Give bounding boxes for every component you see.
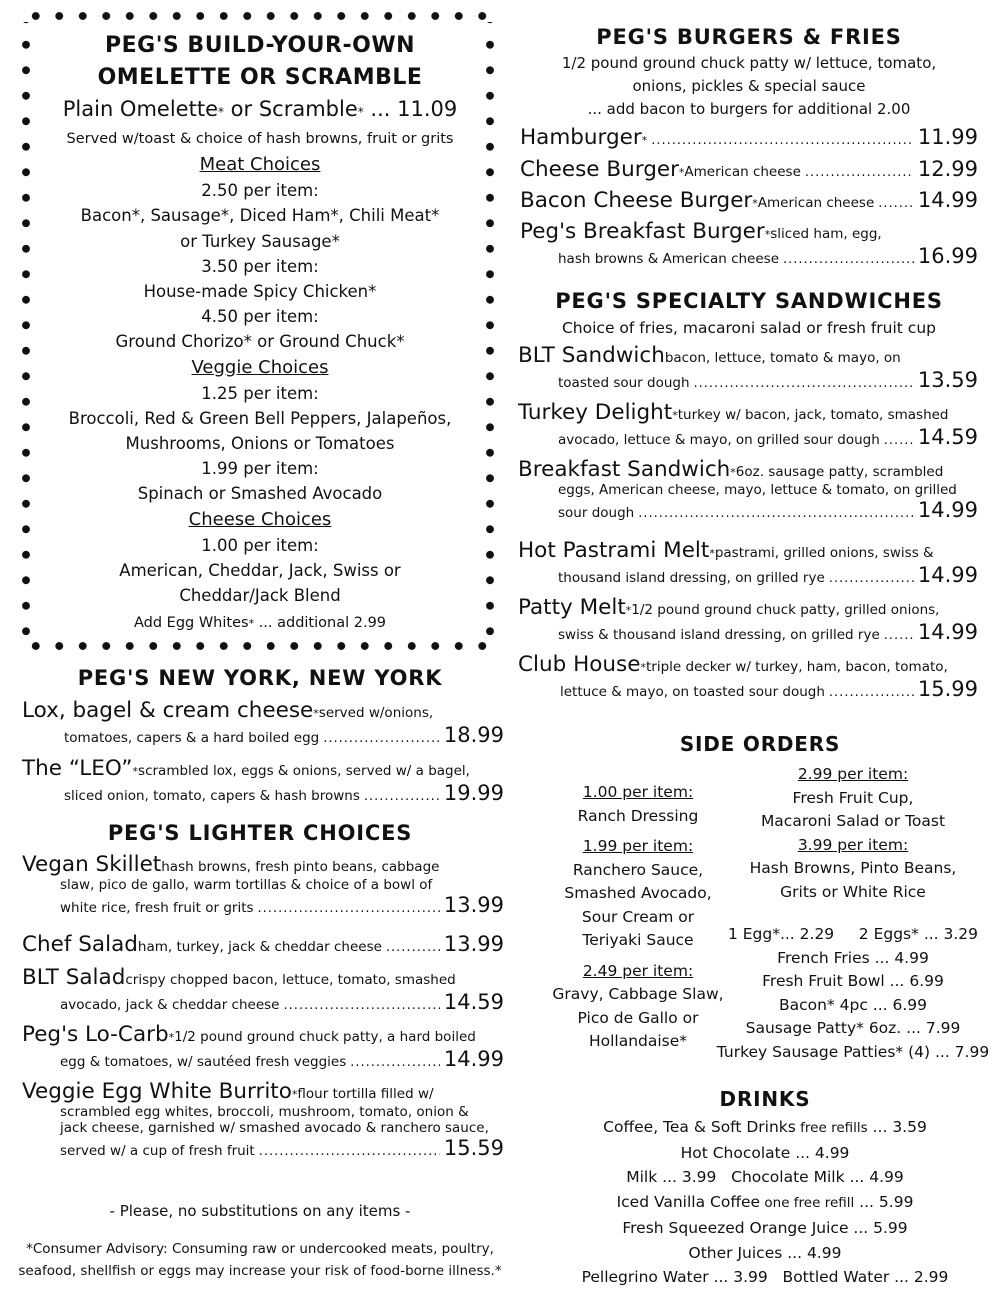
drinks-title: DRINKS (719, 1087, 811, 1111)
item-desc: scrambled egg whites, broccoli, mushroom, tomato, onion & (60, 1104, 469, 1120)
item-name: Veggie Egg White Burrito (22, 1079, 292, 1104)
burgers-subtitle-1: 1/2 pound ground chuck patty w/ lettuce, tomato, (561, 54, 937, 72)
side-price-heading: 2.99 per item: (797, 765, 909, 783)
item-name: BLT Salad (22, 965, 126, 990)
side-item: Sausage Patty* 6oz. ... 7.99 (745, 1019, 961, 1037)
egg-whites-text: Add Egg Whites (133, 615, 249, 632)
item-desc: eggs, American cheese, mayo, lettuce & tomato, on grilled (558, 482, 957, 498)
item-desc: bacon, lettuce, tomato & mayo, on (664, 350, 901, 366)
menu-item-chef-salad (22, 932, 504, 957)
egg-whites-price: ... additional 2.99 (254, 615, 387, 632)
meat-list-2: or Turkey Sausage* (180, 231, 340, 251)
item-desc: hash browns & American cheese (558, 251, 779, 267)
item-desc: scrambled lox, eggs & onions, served w/ a bagel, (138, 763, 470, 779)
meat-choices-heading: Meat Choices (199, 154, 321, 176)
meat-list-4: Ground Chorizo* or Ground Chuck* (115, 332, 405, 352)
item-desc: toasted sour dough (558, 375, 690, 391)
consumer-advisory-line2: seafood, shellfish or eggs may increase your risk of food-borne illness.* (18, 1263, 502, 1279)
meat-price-1: 2.50 per item: (201, 181, 319, 201)
cheese-list-2: Cheddar/Jack Blend (179, 586, 341, 606)
item-name: Peg's Breakfast Burger (520, 219, 765, 244)
side-item: Macaroni Salad or Toast (760, 812, 946, 830)
meat-list-1: Bacon*, Sausage*, Diced Ham*, Chili Meat* (80, 206, 440, 226)
item-desc: 6oz. sausage patty, scrambled (735, 464, 944, 480)
item-price: 18.99 (443, 723, 504, 747)
no-substitutions-notice: - Please, no substitutions on any items - (109, 1202, 411, 1220)
item-name: Lox, bagel & cream cheese (22, 698, 314, 723)
cheese-price-1: 1.00 per item: (201, 535, 319, 555)
menu-item-leo: The “LEO” * scrambled lox, eggs & onions, served w/ a bagel, sliced onion, tomato, capers & hash browns ..... 19.99 (22, 756, 504, 805)
item-price: 14.99 (917, 563, 978, 587)
item-desc: ham, turkey, jack & cheddar cheese (137, 939, 382, 955)
item-desc: sour dough (558, 505, 635, 521)
drink-item-hot-chocolate: Hot Chocolate ... 4.99 (680, 1143, 850, 1162)
item-desc: swiss & thousand island dressing, on grilled rye (558, 627, 880, 643)
item-desc: turkey w/ bacon, jack, tomato, smashed (677, 407, 949, 423)
veggie-price-2: 1.99 per item: (201, 459, 319, 479)
item-name: Vegan Skillet (22, 852, 162, 877)
sandwiches-section-title: PEG'S SPECIALTY SANDWICHES (555, 289, 943, 313)
menu-item-hot-pastrami-melt: Hot Pastrami Melt * pastrami, grilled onions, swiss & thousand island dressing, on grilled rye ..... 14.99 (518, 538, 978, 587)
item-price: 14.99 (917, 188, 978, 212)
item-desc: 1/2 pound ground chuck patty, a hard boiled (174, 1029, 476, 1045)
egg-whites-line: Add Egg Whites* ... additional 2.99 (133, 615, 387, 632)
menu-item-hamburger: Hamburger * ..... 11.99 (520, 125, 978, 150)
side-item: Turkey Sausage Patties* (4) ... 7.99 (716, 1042, 990, 1061)
scramble-text: or Scramble (223, 97, 358, 121)
side-item: Sour Cream or (581, 907, 695, 926)
burgers-subtitle-2: onions, pickles & special sauce (632, 77, 866, 95)
drink-item-milk: Milk ... 3.99 Chocolate Milk ... 4.99 (626, 1168, 904, 1187)
side-item: Hollandaise* (588, 1032, 688, 1050)
veggie-list-3: Spinach or Smashed Avocado (137, 484, 383, 504)
dotted-border-bottom (20, 640, 498, 652)
drinks-list (540, 1115, 990, 1290)
item-price: 14.59 (443, 990, 504, 1014)
item-desc: crispy chopped bacon, lettuce, tomato, smashed (125, 972, 456, 988)
item-desc: served w/onions, (318, 705, 434, 721)
item-price: 13.99 (443, 932, 504, 956)
side-item: Ranch Dressing (577, 806, 699, 825)
item-desc: sliced ham, egg, (770, 226, 882, 242)
side-item: Bacon* 4pc ... 6.99 (778, 995, 927, 1014)
meat-price-2: 3.50 per item: (201, 256, 319, 276)
plain-omelette-price: ... 11.09 (363, 97, 458, 121)
side-item: Teriyaki Sauce (582, 931, 694, 949)
item-desc: lettuce & mayo, on toasted sour dough (560, 684, 825, 700)
item-price: 16.99 (917, 244, 978, 268)
sandwiches-subtitle: Choice of fries, macaroni salad or fresh fruit cup (561, 319, 936, 337)
item-price: 14.99 (917, 498, 978, 522)
side-item: Grits or White Rice (780, 882, 926, 901)
plain-omelette-text: Plain Omelette (62, 97, 218, 121)
omelette-served-with: Served w/toast & choice of hash browns, fruit or grits (66, 131, 454, 147)
item-price: 13.99 (443, 893, 504, 917)
consumer-advisory-line1: *Consumer Advisory: Consuming raw or undercooked meats, poultry, (26, 1241, 494, 1257)
side-item: Fresh Fruit Bowl ... 6.99 (762, 972, 944, 990)
item-price: 13.59 (917, 368, 978, 392)
side-item: Smashed Avocado, (564, 884, 712, 902)
item-name: BLT Sandwich (518, 343, 665, 368)
item-desc: avocado, lettuce & mayo, on grilled sour dough (558, 432, 880, 448)
dotted-border-left (20, 22, 32, 640)
item-desc: white rice, fresh fruit or grits (60, 900, 254, 916)
item-desc: flour tortilla filled w/ (297, 1086, 434, 1102)
drink-item-water: Pellegrino Water ... 3.99 Bottled Water ... 2.99 (581, 1268, 949, 1287)
omelette-title-line1: PEG'S BUILD-YOUR-OWN (104, 33, 416, 58)
cheese-list-1: American, Cheddar, Jack, Swiss or (119, 560, 401, 580)
item-price: 15.99 (917, 677, 978, 701)
omelette-content (36, 30, 484, 636)
menu-item-breakfast-sandwich: Breakfast Sandwich * 6oz. sausage patty, scrambled eggs, American cheese, mayo, lettuce & tomato, on grilled sour dough ..... 14.99 (518, 457, 978, 522)
omelette-title-line2: OMELETTE OR SCRAMBLE (97, 65, 423, 90)
item-desc: American cheese (757, 195, 875, 211)
dotted-border-right (484, 22, 496, 640)
meat-list-3: House-made Spicy Chicken* (143, 282, 377, 302)
veggie-choices-heading: Veggie Choices (191, 356, 329, 378)
item-desc: slaw, pico de gallo, warm tortillas & choice of a bowl of (60, 877, 433, 893)
plain-omelette-line: Plain Omelette* or Scramble* ... 11.09 (62, 97, 458, 121)
item-price: 11.99 (917, 125, 978, 149)
item-name: Cheese Burger (520, 157, 679, 182)
side-item-eggs: 1 Egg*... 2.29 2 Eggs* ... 3.29 (727, 925, 979, 943)
lighter-section-title: PEG'S LIGHTER CHOICES (107, 821, 413, 845)
menu-item-breakfast-burger: Peg's Breakfast Burger * sliced ham, egg, hash browns & American cheese ..... 16.99 (520, 219, 978, 268)
menu-item-lo-carb: Peg's Lo-Carb * 1/2 pound ground chuck patty, a hard boiled egg & tomatoes, w/ sautéed fresh veggies ..... 14.99 (22, 1022, 504, 1071)
side-item: Gravy, Cabbage Slaw, (552, 985, 724, 1003)
item-desc: American cheese (684, 164, 801, 180)
side-price-heading: 1.00 per item: (582, 783, 694, 801)
item-name: Hot Pastrami Melt (518, 538, 710, 563)
item-desc: hash browns, fresh pinto beans, cabbage (161, 859, 440, 875)
side-item: Ranchero Sauce, (572, 860, 704, 879)
veggie-list-2: Mushrooms, Onions or Tomatoes (125, 434, 395, 454)
menu-item-veggie-burrito: Veggie Egg White Burrito * flour tortilla filled w/ scrambled egg whites, broccoli, mushroom, tomato, onion & jack cheese, garnished w/ smashed avocado & ranchero sauce, served w/ a cup of fresh fruit ..... 15.59 (22, 1079, 504, 1160)
item-name: Chef Salad (22, 932, 138, 957)
item-desc: triple decker w/ turkey, ham, bacon, tomato, (645, 659, 948, 675)
item-name: Club House (518, 652, 641, 677)
item-name: The “LEO” (22, 756, 133, 781)
burgers-subtitle-3: ... add bacon to burgers for additional 2.00 (587, 100, 911, 118)
item-name: Peg's Lo-Carb (22, 1022, 169, 1047)
menu-item-blt-salad (22, 965, 504, 1014)
side-item: Fresh Fruit Cup, (792, 788, 914, 807)
drink-item-coffee: Coffee, Tea & Soft Drinks free refills ... 3.59 (603, 1118, 927, 1136)
item-name: Bacon Cheese Burger (520, 188, 753, 213)
item-name: Breakfast Sandwich (518, 457, 731, 482)
item-price: 19.99 (443, 781, 504, 805)
side-item: Hash Browns, Pinto Beans, (749, 859, 957, 877)
item-desc: jack cheese, garnished w/ smashed avocado & ranchero sauce, (60, 1120, 489, 1136)
side-price-heading: 1.99 per item: (582, 837, 694, 855)
veggie-list-1: Broccoli, Red & Green Bell Peppers, Jalapeños, (68, 408, 452, 428)
item-desc: egg & tomatoes, w/ sautéed fresh veggies (60, 1054, 347, 1070)
item-price: 15.59 (443, 1136, 504, 1160)
side-price-heading: 3.99 per item: (797, 835, 909, 854)
item-price: 14.99 (917, 620, 978, 644)
drink-item-orange-juice: Fresh Squeezed Orange Juice ... 5.99 (622, 1218, 908, 1237)
side-orders-right-column (712, 763, 994, 1064)
meat-price-3: 4.50 per item: (201, 307, 319, 327)
side-price-heading: 2.49 per item: (582, 961, 694, 980)
veggie-price-1: 1.25 per item: (201, 383, 319, 403)
item-desc: avocado, jack & cheddar cheese (60, 997, 280, 1013)
item-price: 14.59 (917, 425, 978, 449)
item-name: Patty Melt (518, 595, 626, 620)
menu-item-lox: Lox, bagel & cream cheese * served w/onions, tomatoes, capers & a hard boiled egg ..... 18.99 (22, 698, 504, 747)
drink-item-iced-vanilla: Iced Vanilla Coffee one free refill ... 5.99 (616, 1193, 914, 1212)
side-orders-title: SIDE ORDERS (679, 732, 841, 756)
menu-item-blt-sandwich (518, 343, 978, 392)
omelette-box (20, 10, 498, 652)
burgers-section-title: PEG'S BURGERS & FRIES (596, 25, 902, 49)
side-orders-left-column (548, 781, 728, 1054)
dotted-border-top (20, 10, 498, 22)
menu-item-bacon-cheese-burger: Bacon Cheese Burger * American cheese ..... 14.99 (520, 188, 978, 213)
side-item: Pico de Gallo or (577, 1008, 699, 1027)
item-desc: pastrami, grilled onions, swiss & (714, 545, 934, 561)
menu-item-vegan-skillet (22, 852, 504, 917)
item-desc: sliced onion, tomato, capers & hash browns (64, 788, 360, 804)
drink-item-other-juices: Other Juices ... 4.99 (688, 1243, 842, 1262)
item-desc: 1/2 pound ground chuck patty, grilled onions, (631, 602, 940, 618)
cheese-choices-heading: Cheese Choices (188, 508, 332, 530)
item-desc: served w/ a cup of fresh fruit (60, 1143, 255, 1159)
item-name: Turkey Delight (518, 400, 673, 425)
ny-section-title: PEG'S NEW YORK, NEW YORK (77, 666, 443, 690)
side-item: French Fries ... 4.99 (777, 948, 929, 967)
menu-item-turkey-delight: Turkey Delight * turkey w/ bacon, jack, tomato, smashed avocado, lettuce & mayo, on grilled sour dough ..... 14.59 (518, 400, 978, 449)
menu-item-cheese-burger: Cheese Burger * American cheese ..... 12.99 (520, 157, 978, 182)
item-desc: tomatoes, capers & a hard boiled egg (64, 730, 320, 746)
menu-item-club-house: Club House * triple decker w/ turkey, ham, bacon, tomato, lettuce & mayo, on toasted sour dough ..... 15.99 (518, 652, 978, 701)
item-price: 14.99 (443, 1047, 504, 1071)
item-price: 12.99 (917, 157, 978, 181)
menu-item-patty-melt: Patty Melt * 1/2 pound ground chuck patty, grilled onions, swiss & thousand island dressing, on grilled rye ..... 14.99 (518, 595, 978, 644)
item-desc: thousand island dressing, on grilled rye (558, 570, 825, 586)
item-name: Hamburger (520, 125, 642, 150)
